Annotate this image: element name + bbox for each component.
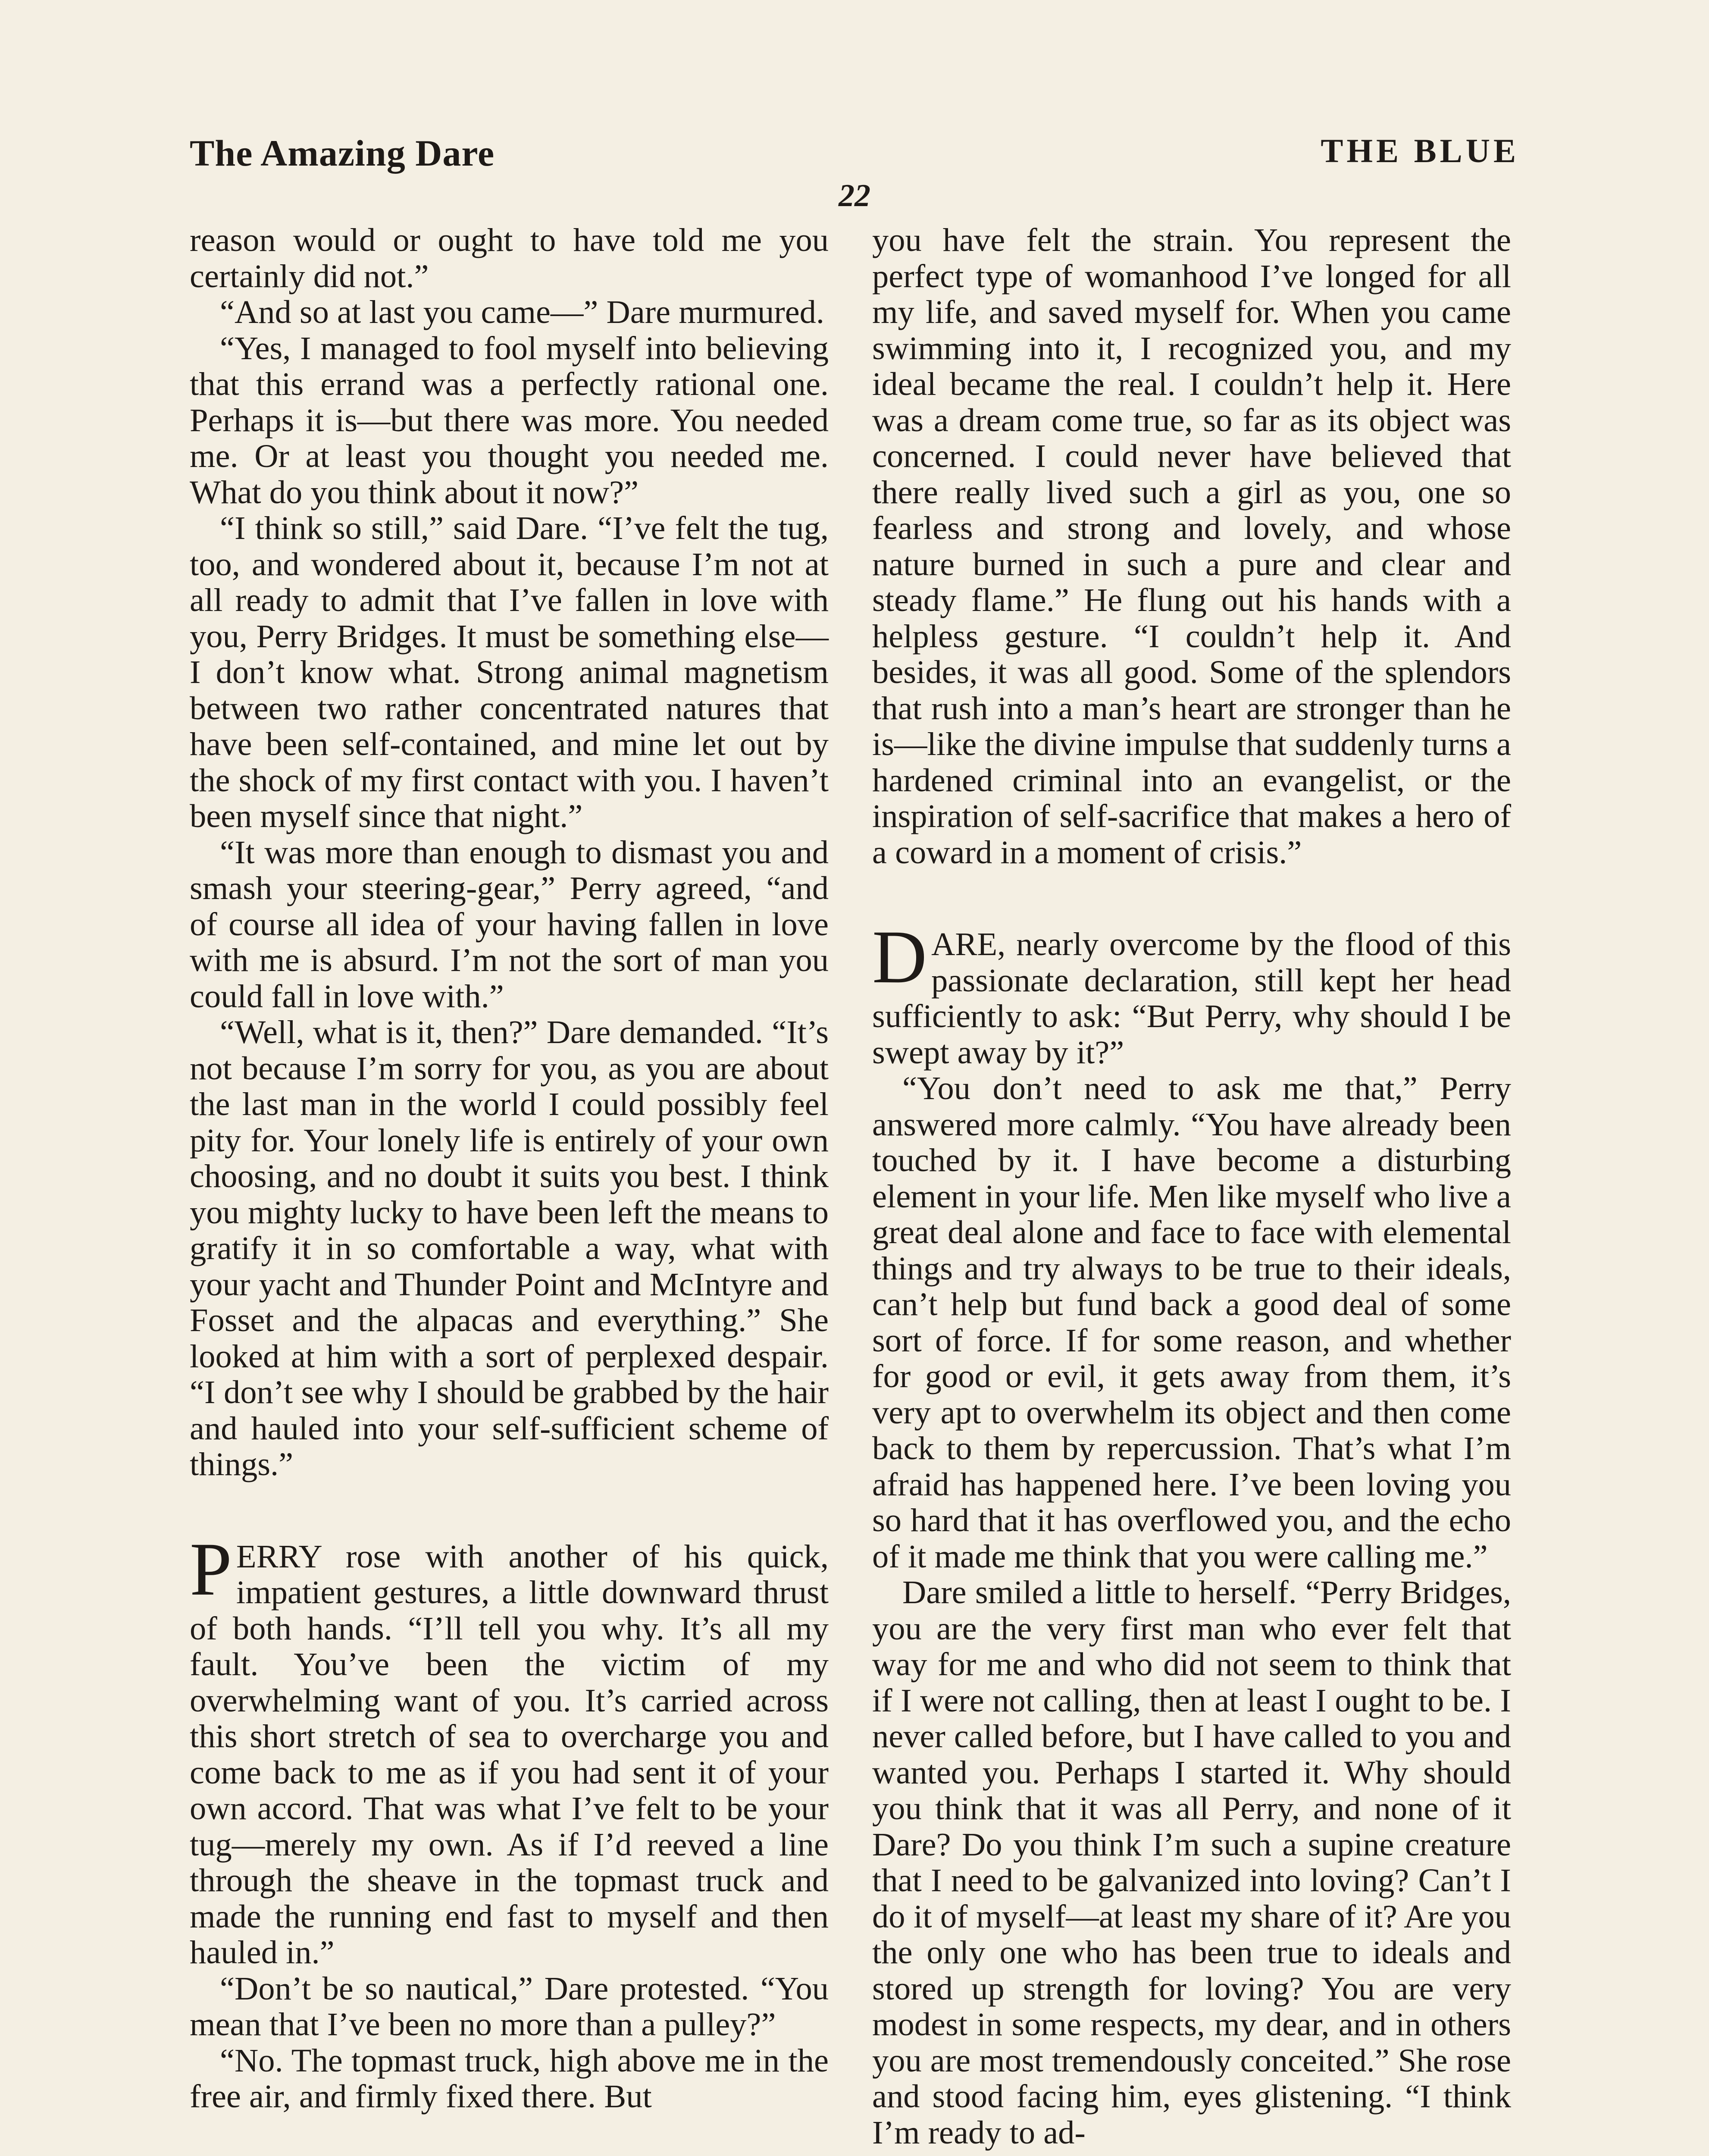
paragraph: “It was more than enough to dismast you and smash your steering-gear,” Perry agreed, “and of course all idea of your having fallen in love with me is absurd. I’m not the sort of man you could fall in love with.”: [190, 834, 829, 1015]
paragraph: Dare smiled a little to herself. “Perry Bridges, you are the very first man who ever felt that way for me and who did not seem to think that if I were not calling, then at least I ought to be. I never called before, but I have called to you and wanted you. Perhaps I started it. Why should you think that it was all Perry, and none of it Dare? Do you think I’m such a supine creature that I need to be galvanized into loving? Can’t I do it of myself—at least my share of it? Are you the only one who has been true to ideals and stored up strength for loving? You are very modest in some respects, my dear, and in others you are most tremendously conceited.” She rose and stood facing him, eyes glistening. “I think I’m ready to ad-: [872, 1574, 1511, 2151]
paragraph: “And so at last you came—” Dare murmured.: [220, 294, 825, 330]
running-head-magazine-name: THE BLUE: [1321, 132, 1519, 169]
paragraph: “Well, what is it, then?” Dare demanded. “It’s not because I’m sorry for you, as you are about the last man in the world I could possibly feel pity for. Your lonely life is entirely of your own choosing, and no doubt it suits you best. I think you mighty lucky to have been left the means to gratify it in so comfortable a way, what with your yacht and Thunder Point and McIntyre and Fosset and the alpacas and everything.” She looked at him with a sort of perplexed despair. “I don’t see why I should be grabbed by the hair and hauled into your self-sufficient scheme of things.”: [190, 1014, 829, 1482]
section-paragraph: [190, 1527, 829, 1971]
paragraph: “Yes, I managed to fool myself into believing that this errand was a perfectly rational one. Perhaps it is—but there was more. You needed me. Or at least you thought you needed me. What do you think about it now?”: [190, 329, 829, 511]
paragraph-text: ERRY rose with another of his quick, impatient gestures, a little downward thrust of both hands. “I’ll tell you why. It’s all my fault. You’ve been the victim of my overwhelming want of you. It’s carried across this short stretch of sea to overcharge you and come back to me as if you had sent it of your own accord. That was what I’ve felt to be your tug—merely my own. As if I’d reeved a line through the sheave in the topmast truck and made the running end fast to myself and then hauled in.”: [190, 1538, 829, 1971]
drop-cap-letter: P: [190, 1527, 232, 1611]
running-head-story-title: The Amazing Dare: [190, 132, 495, 174]
drop-cap-letter: D: [872, 915, 927, 999]
right-text-column: [872, 222, 1511, 2150]
section-paragraph: [872, 915, 1511, 1071]
paragraph: you have felt the strain. You represent the perfect type of womanhood I’ve longed for all my life, and saved myself for. When you came swimming into it, I recognized you, and my ideal became the real. I couldn’t help it. Here was a dream come true, so far as its object was concerned. I could never have believed that there really lived such a girl as you, one so fearless and strong and lovely, and whose nature burned in such a pure and clear and steady flame.” He flung out his hands with a helpless gesture. “I couldn’t help it. And besides, it was all good. Some of the splendors that rush into a man’s heart are stronger than he is—like the divine impulse that suddenly turns a hardened criminal into an evangelist, or the inspiration of self-sacrifice that makes a hero of a coward in a moment of crisis.”: [872, 222, 1511, 871]
page-number: 22: [839, 178, 870, 213]
paragraph: “I think so still,” said Dare. “I’ve felt the tug, too, and wondered about it, because I’m not at all ready to admit that I’ve fallen in love with you, Perry Bridges. It must be something else—I don’t know what. Strong animal magnetism between two rather concentrated natures that have been self-contained, and mine let out by the shock of my first contact with you. I haven’t been myself since that night.”: [190, 510, 829, 834]
paragraph: “No. The topmast truck, high above me in the free air, and firmly fixed there. But: [190, 2042, 829, 2115]
paragraph-text: ARE, nearly overcome by the flood of this passionate declaration, still kept her head sufficiently to ask: “But Perry, why should I be swept away by it?”: [872, 926, 1511, 1071]
paragraph: “You don’t need to ask me that,” Perry answered more calmly. “You have already been touched by it. I have become a disturbing element in your life. Men like myself who live a great deal alone and face to face with elemental things and try always to be true to their ideals, can’t help but fund back a good deal of some sort of force. If for some reason, and whether for good or evil, it gets away from them, it’s very apt to overwhelm its object and then come back to them by repercussion. That’s what I’m afraid has happened here. I’ve been loving you so hard that it has overflowed you, and the echo of it made me think that you were calling me.”: [872, 1070, 1511, 1575]
paragraph: reason would or ought to have told me you certainly did not.”: [190, 222, 829, 295]
left-text-column: [190, 222, 829, 2115]
paragraph: “Don’t be so nautical,” Dare protested. “You mean that I’ve been no more than a pulley?”: [190, 1970, 829, 2043]
